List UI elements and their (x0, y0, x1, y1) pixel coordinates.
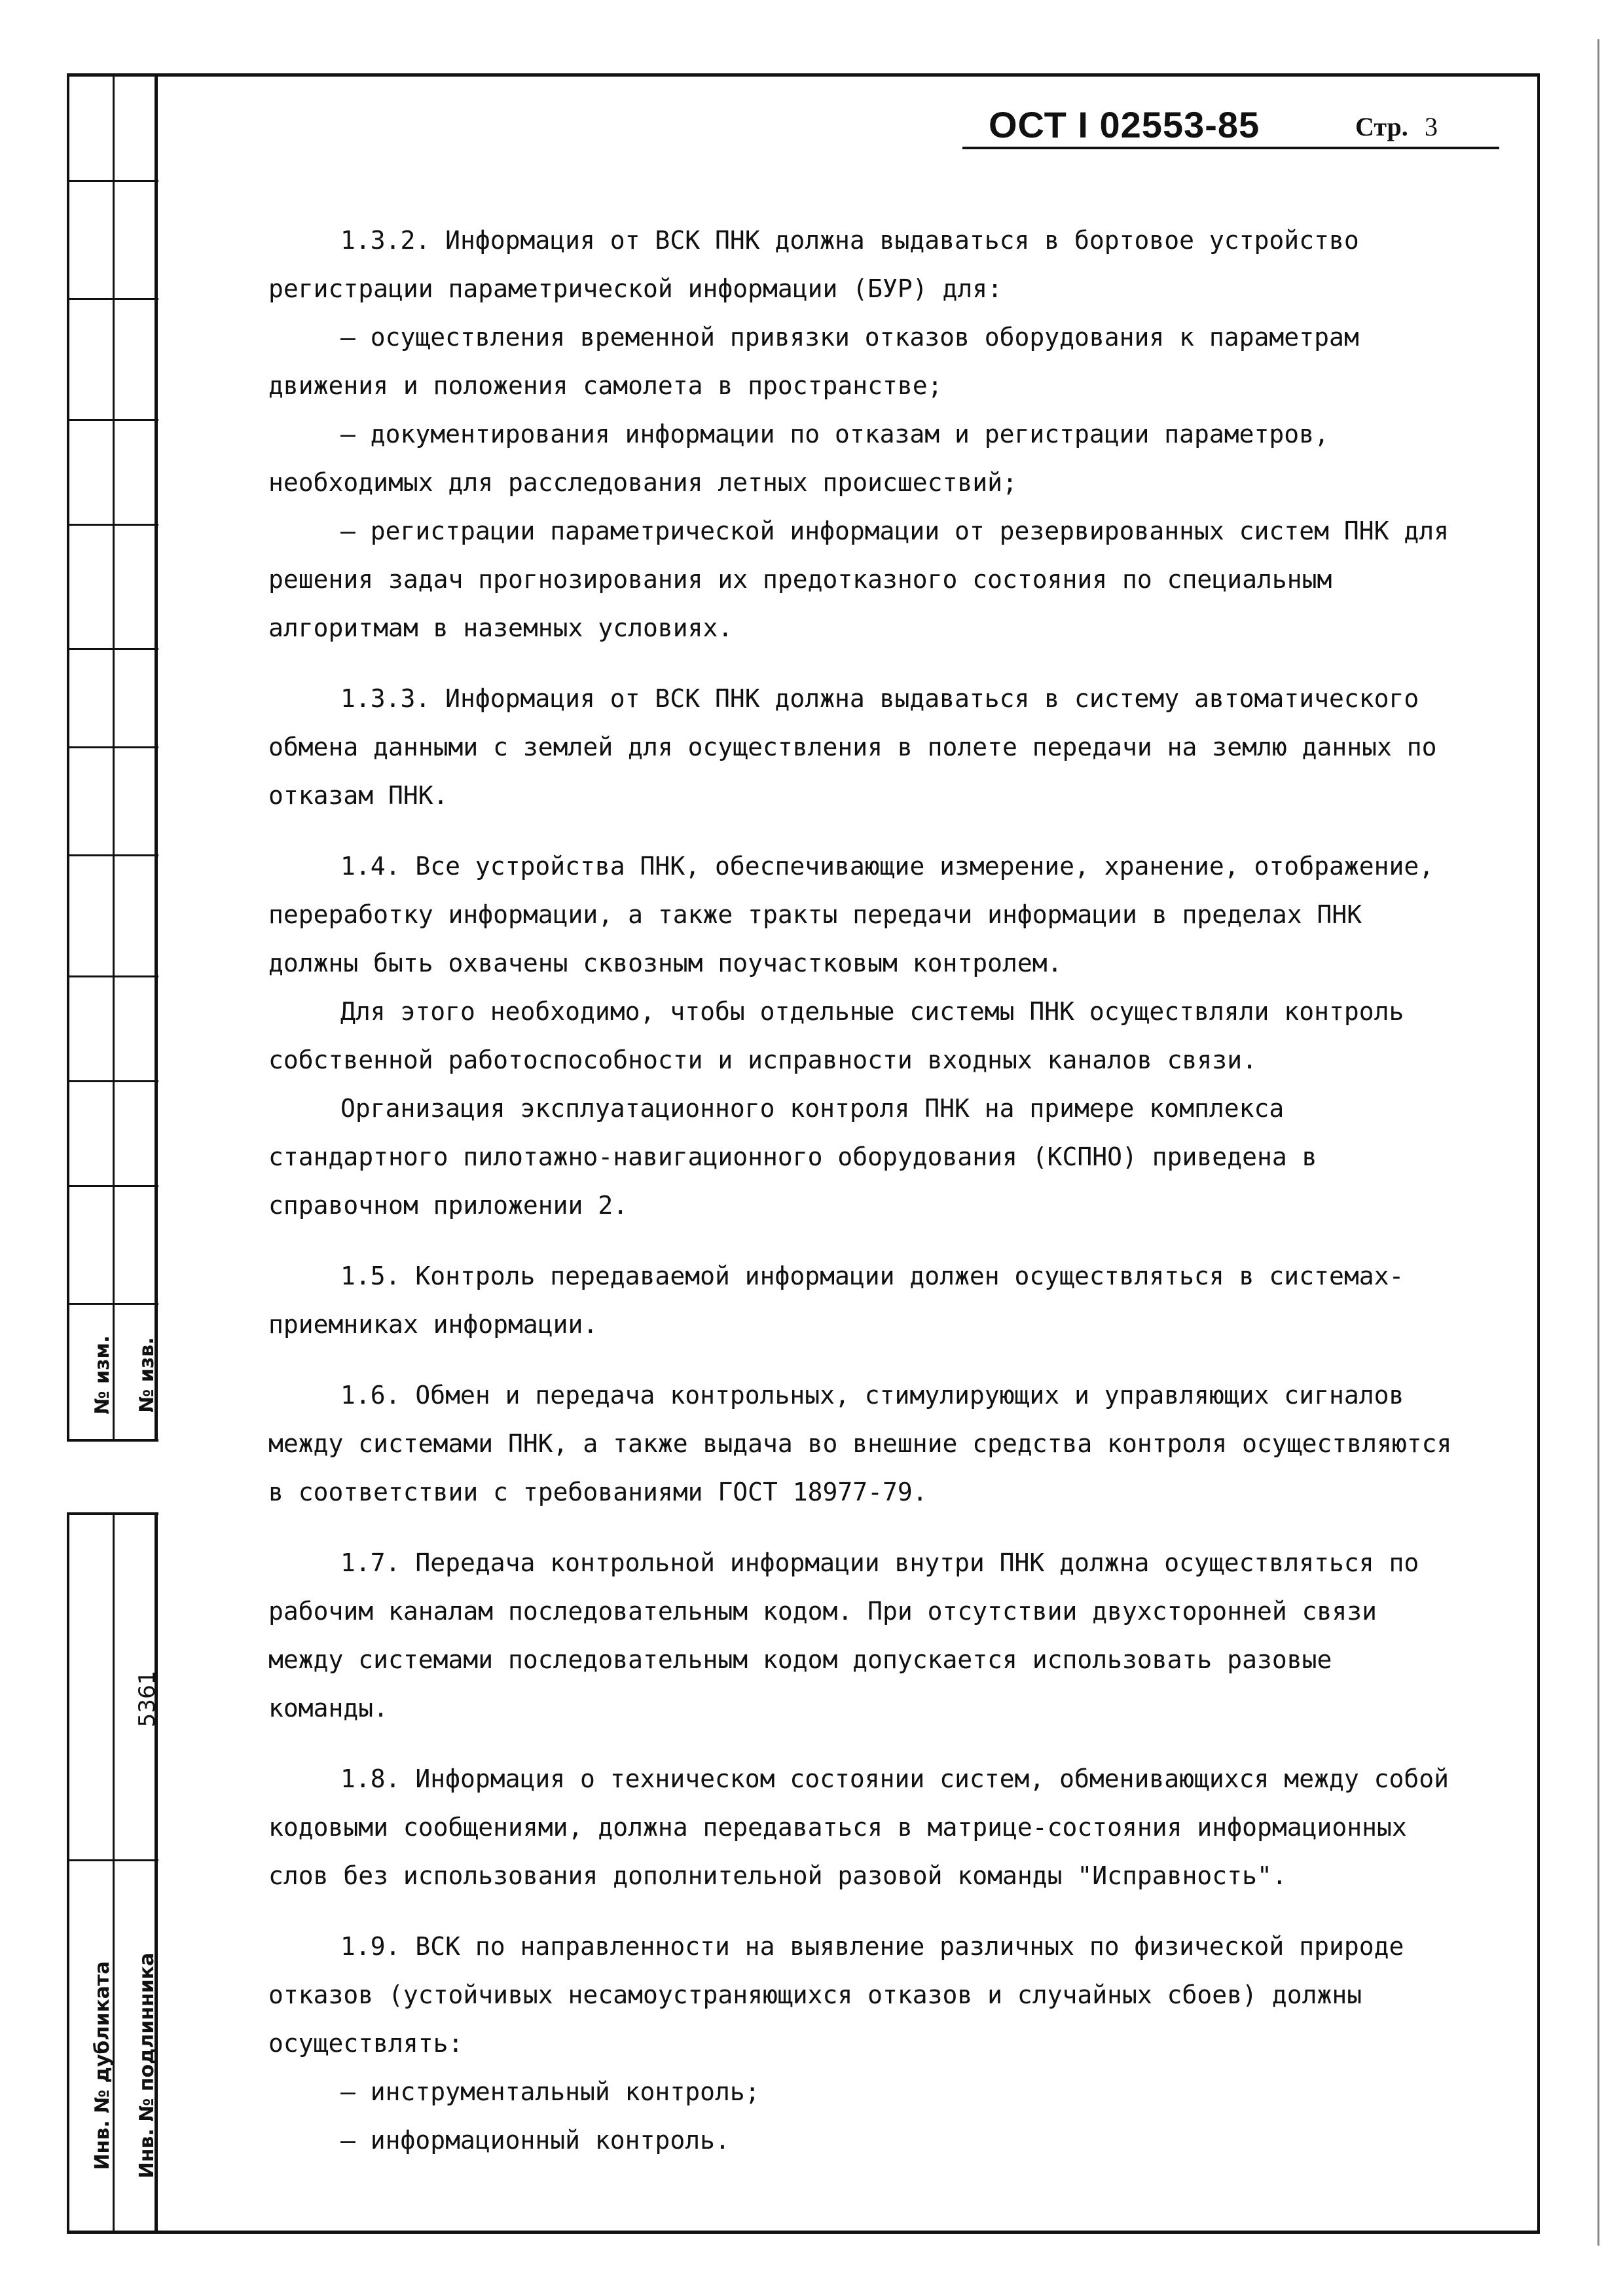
paragraph: – информационный контроль. (340, 2126, 730, 2155)
paragraph: 1.7. Передача контрольной информации внутри ПНК должна осуществляться по рабочим каналам последовательным кодом. При отсутствии двухсторонней связи между системами последовательным кодом допускается использовать разовые команды. (268, 1548, 1419, 1722)
stamp-row-line (67, 1080, 158, 1082)
paragraph: 1.3.3. Информация от ВСК ПНК должна выдаваться в систему автоматического обмена данными с землей для осуществления в полете передачи на землю данных по отказам ПНК. (268, 684, 1437, 810)
stamp-column-divider-top (113, 73, 115, 1440)
stamp-izv-label: № изв. (136, 1337, 158, 1413)
standard-code: ОСТ I 02553-85 (989, 104, 1260, 145)
paragraph: 1.5. Контроль передаваемой информации должен осуществляться в системах-приемниках информации. (268, 1262, 1404, 1339)
stamp-inv-number: 5361 (134, 1670, 160, 1728)
stamp-row-line (67, 1185, 158, 1187)
stamp-izm-label: № изм. (91, 1335, 114, 1415)
header-rule (962, 147, 1499, 149)
stamp-strip-gap (65, 1440, 164, 1512)
document-body (268, 216, 1467, 2164)
stamp-row-line (67, 854, 158, 856)
stamp-row-line (67, 419, 158, 421)
frame-left-border (67, 73, 69, 2234)
paragraph: 1.9. ВСК по направленности на выявление различных по физической природе отказов (устойчивых несамоустраняющихся отказов и случайных сбоев) должны осуществлять: (268, 1932, 1404, 2058)
page-number: 3 (1425, 112, 1438, 141)
paragraph: – документирования информации по отказам и регистрации параметров, необходимых для расследования летных происшествий; (268, 420, 1329, 497)
margin-mark (1597, 39, 1599, 2246)
stamp-strip-start-line (67, 1512, 158, 1515)
paragraph: Для этого необходимо, чтобы отдельные системы ПНК осуществляли контроль собственной работоспособности и исправности входных каналов связи. (268, 997, 1404, 1074)
stamp-row-line (67, 1303, 158, 1305)
stamp-row-line (67, 975, 158, 977)
frame-top-border (67, 73, 1539, 77)
stamp-row-line (67, 524, 158, 526)
paragraph: – осуществления временной привязки отказов оборудования к параметрам движения и положения самолета в пространстве; (268, 323, 1359, 400)
stamp-row-line (67, 648, 158, 650)
stamp-row-line (67, 746, 158, 748)
frame-bottom-border (67, 2231, 1539, 2234)
stamp-row-line (67, 1859, 158, 1861)
stamp-podlinnik-label: Инв. № подлинника (136, 1952, 158, 2179)
stamp-row-line (67, 298, 158, 300)
paragraph: 1.6. Обмен и передача контрольных, стимулирующих и управляющих сигналов между системами ПНК, а также выдача во внешние средства контроля осуществляются в соответствии с требованиями ГОСТ 18977-79. (268, 1381, 1452, 1506)
paragraph: 1.4. Все устройства ПНК, обеспечивающие измерение, хранение, отображение, переработку информации, а также тракты передачи информации в пределах ПНК должны быть охвачены сквозным поучастковым контролем. (268, 852, 1434, 977)
paragraph: 1.3.2. Информация от ВСК ПНК должна выдаваться в бортовое устройство регистрации параметрической информации (БУР) для: (268, 226, 1359, 303)
stamp-strip-end-line (67, 1439, 158, 1442)
stamp-dublikat-label: Инв. № дубликата (91, 1961, 114, 2170)
frame-inner-border (155, 73, 158, 2234)
page-label: Стр. (1355, 112, 1408, 141)
paragraph: – регистрации параметрической информации от резервированных систем ПНК для решения задач прогнозирования их предотказного состояния по специальным алгоритмам в наземных условиях. (268, 517, 1449, 642)
paragraph: – инструментальный контроль; (340, 2077, 760, 2106)
paragraph: 1.8. Информация о техническом состоянии систем, обменивающихся между собой кодовыми сообщениями, должна передаваться в матрице-состояния информационных слов без использования дополнительной разовой команды "Исправность". (268, 1764, 1449, 1890)
frame-right-border (1537, 73, 1540, 2234)
stamp-row-line (67, 180, 158, 182)
paragraph: Организация эксплуатационного контроля ПНК на примере комплекса стандартного пилотажно-навигационного оборудования (КСПНО) приведена в справочном приложении 2. (268, 1094, 1317, 1220)
